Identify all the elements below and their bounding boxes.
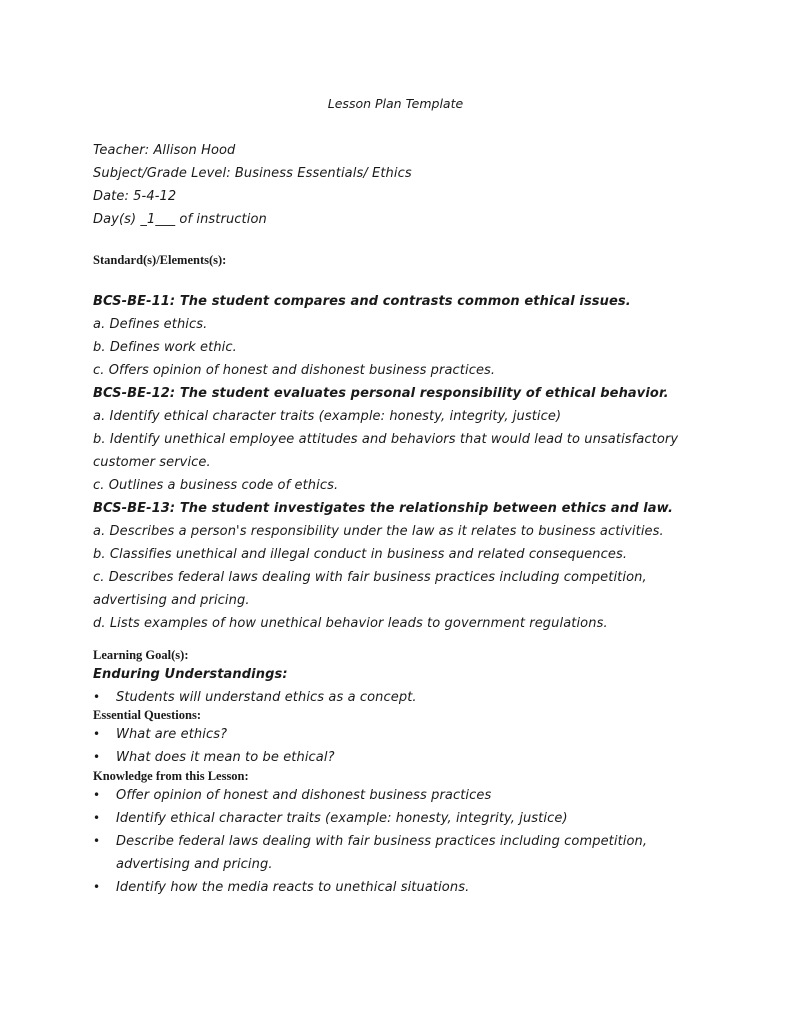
bullet-icon: • <box>93 750 101 764</box>
standard-title: BCS-BE-13: The student investigates the relationship between ethics and law. <box>93 501 673 516</box>
standard-line: a. Defines ethics. <box>93 317 208 332</box>
standard-line: c. Outlines a business code of ethics. <box>93 478 339 493</box>
list-item <box>93 746 335 769</box>
subject-line: Subject/Grade Level: Business Essentials/ Ethics <box>93 166 412 181</box>
knowledge-heading: Knowledge from this Lesson: <box>93 769 249 783</box>
standards-section <box>93 290 678 635</box>
list-item-text: Describe federal laws dealing with fair business practices including competition, <box>116 834 648 849</box>
date-line: Date: 5-4-12 <box>93 189 177 204</box>
list-item-continuation <box>93 853 647 876</box>
standard-line: a. Identify ethical character traits (example: honesty, integrity, justice) <box>93 409 562 424</box>
list-item-text: What does it mean to be ethical? <box>116 750 335 765</box>
enduring-heading-text: Enduring Understandings: <box>93 667 288 682</box>
standard-line: b. Defines work ethic. <box>93 340 237 355</box>
teacher-line: Teacher: Allison Hood <box>93 143 236 158</box>
list-item-text: Identify how the media reacts to unethical situations. <box>116 880 470 895</box>
bullet-icon: • <box>93 788 101 802</box>
bullet-icon: • <box>93 811 101 825</box>
list-item <box>93 830 647 853</box>
standard-line: customer service. <box>93 455 211 470</box>
bullet-icon: • <box>93 690 101 704</box>
essential-heading: Essential Questions: <box>93 708 202 722</box>
standard-line: b. Classifies unethical and illegal conduct in business and related consequences. <box>93 547 628 562</box>
standards-heading: Standard(s)/Elements(s): <box>93 253 227 267</box>
standard-line: d. Lists examples of how unethical behavior leads to government regulations. <box>93 616 608 631</box>
learning-goals-heading: Learning Goal(s): <box>93 648 189 662</box>
standard-title: BCS-BE-11: The student compares and contrasts common ethical issues. <box>93 294 631 309</box>
days-line: Day(s) _1___ of instruction <box>93 212 267 227</box>
enduring-heading <box>93 663 288 686</box>
standard-title: BCS-BE-12: The student evaluates personal responsibility of ethical behavior. <box>93 386 669 401</box>
standard-line: b. Identify unethical employee attitudes and behaviors that would lead to unsatisfactory <box>93 432 679 447</box>
list-item <box>93 723 335 746</box>
list-item-text: What are ethics? <box>116 727 228 742</box>
page-title: Lesson Plan Template <box>327 96 464 111</box>
header-info <box>93 139 412 231</box>
knowledge-list <box>93 784 647 899</box>
list-item <box>93 784 647 807</box>
list-item <box>93 876 647 899</box>
list-item-text: Students will understand ethics as a concept. <box>116 690 417 705</box>
list-item-text: Identify ethical character traits (example: honesty, integrity, justice) <box>116 811 568 826</box>
list-item <box>93 807 647 830</box>
standard-line: a. Describes a person's responsibility under the law as it relates to business activities. <box>93 524 664 539</box>
enduring-list <box>93 686 417 709</box>
list-item-text: advertising and pricing. <box>116 857 273 872</box>
standard-line: c. Describes federal laws dealing with fair business practices including competition, <box>93 570 647 585</box>
list-item-text: Offer opinion of honest and dishonest business practices <box>116 788 492 803</box>
bullet-icon: • <box>93 880 101 894</box>
standard-line: advertising and pricing. <box>93 593 250 608</box>
list-item <box>93 686 417 709</box>
bullet-icon: • <box>93 727 101 741</box>
standard-line: c. Offers opinion of honest and dishonest business practices. <box>93 363 496 378</box>
essential-list <box>93 723 335 769</box>
bullet-icon: • <box>93 834 101 848</box>
